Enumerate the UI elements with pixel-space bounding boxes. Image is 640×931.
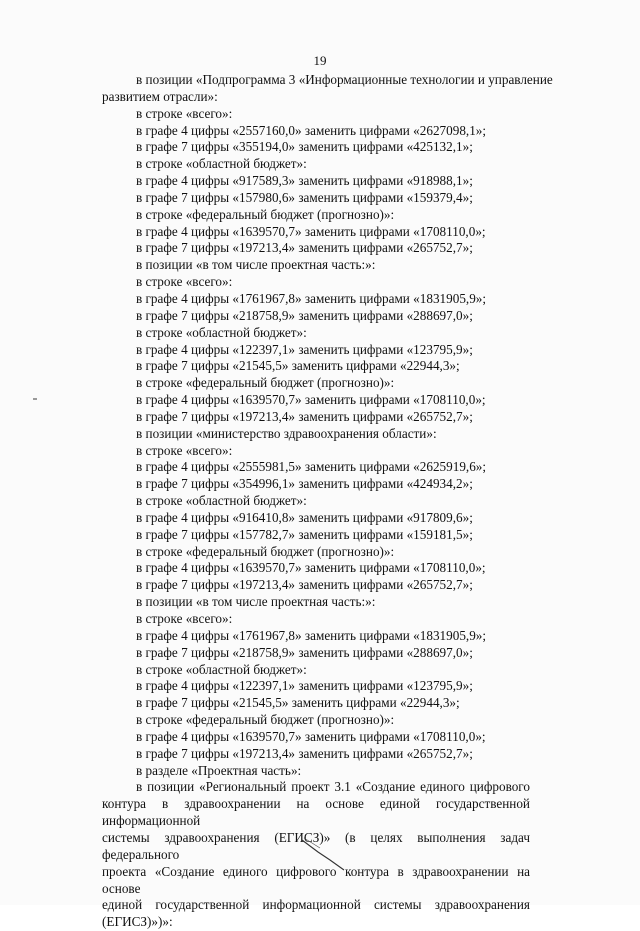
text-line: в графе 4 цифры «2555981,5» заменить цифрами «2625919,6»; bbox=[136, 459, 487, 475]
text-line: в графе 4 цифры «1639570,7» заменить цифрами «1708110,0»; bbox=[136, 560, 486, 576]
text-line: в строке «областной бюджет»: bbox=[136, 156, 307, 172]
text-line: в позиции «Региональный проект 3.1 «Создание единого цифрового bbox=[136, 779, 530, 795]
text-line: в графе 7 цифры «218758,9» заменить цифрами «288697,0»; bbox=[136, 307, 473, 323]
text-line: в графе 4 цифры «1639570,7» заменить цифрами «1708110,0»; bbox=[136, 728, 486, 744]
text-line: в строке «всего»: bbox=[136, 274, 233, 290]
text-line: в строке «всего»: bbox=[136, 105, 233, 121]
text-line: в графе 4 цифры «122397,1» заменить цифрами «123795,9»; bbox=[136, 678, 473, 694]
text-line: в графе 7 цифры «197213,4» заменить цифрами «265752,7»; bbox=[136, 408, 473, 424]
text-line: в позиции «министерство здравоохранения области»: bbox=[136, 425, 437, 441]
text-line: в строке «областной бюджет»: bbox=[136, 661, 307, 677]
text-line: в графе 7 цифры «197213,4» заменить цифрами «265752,7»; bbox=[136, 240, 473, 256]
text-line: в графе 4 цифры «917589,3» заменить цифрами «918988,1»; bbox=[136, 173, 473, 189]
text-line: в графе 7 цифры «157980,6» заменить цифрами «159379,4»; bbox=[136, 189, 473, 205]
text-line: развитием отрасли»: bbox=[102, 88, 218, 104]
page-number: 19 bbox=[313, 53, 327, 68]
text-line: в позиции «Подпрограмма 3 «Информационные технологии и управление bbox=[136, 72, 553, 87]
text-line: в графе 4 цифры «2557160,0» заменить цифрами «2627098,1»; bbox=[136, 122, 487, 138]
text-line: в разделе «Проектная часть»: bbox=[136, 762, 302, 778]
text-line: в строке «федеральный бюджет (прогнозно)»: bbox=[136, 206, 395, 222]
text-line: в графе 7 цифры «21545,5» заменить цифрами «22944,3»; bbox=[136, 358, 460, 374]
text-line: единой государственной информационной системы здравоохранения (ЕГИСЗ)»)»: bbox=[102, 897, 530, 930]
text-line: в графе 7 цифры «157782,7» заменить цифрами «159181,5»; bbox=[136, 526, 473, 542]
pen-stroke bbox=[300, 836, 348, 872]
text-line: в графе 7 цифры «218758,9» заменить цифрами «288697,0»; bbox=[136, 644, 473, 660]
text-line: в графе 7 цифры «197213,4» заменить цифрами «265752,7»; bbox=[136, 745, 473, 761]
text-line: в строке «всего»: bbox=[136, 442, 233, 458]
text-line: в графе 7 цифры «355194,0» заменить цифрами «425132,1»; bbox=[136, 139, 473, 155]
text-line: в позиции «в том числе проектная часть:»: bbox=[136, 594, 376, 610]
text-line: в графе 4 цифры «916410,8» заменить цифрами «917809,6»; bbox=[136, 509, 473, 525]
text-line: в строке «федеральный бюджет (прогнозно)»: bbox=[136, 375, 395, 391]
text-line: в графе 7 цифры «354996,1» заменить цифрами «424934,2»; bbox=[136, 476, 473, 492]
text-line: в строке «областной бюджет»: bbox=[136, 324, 307, 340]
text-line: системы здравоохранения (ЕГИСЗ)» (в целях выполнения задач федерального bbox=[102, 829, 530, 862]
text-line: в графе 4 цифры «1639570,7» заменить цифрами «1708110,0»; bbox=[136, 392, 486, 408]
text-line: в строке «федеральный бюджет (прогнозно)»: bbox=[136, 712, 395, 728]
margin-mark bbox=[33, 398, 37, 400]
text-line: в строке «федеральный бюджет (прогнозно)»: bbox=[136, 543, 395, 559]
text-line: в графе 4 цифры «122397,1» заменить цифрами «123795,9»; bbox=[136, 341, 473, 357]
text-line: контура в здравоохранении на основе единой государственной информационной bbox=[102, 796, 530, 829]
text-line: проекта «Создание единого цифрового контура в здравоохранении на основе bbox=[102, 863, 530, 896]
text-line: в графе 7 цифры «197213,4» заменить цифрами «265752,7»; bbox=[136, 577, 473, 593]
document-body bbox=[102, 72, 553, 931]
text-line: в графе 4 цифры «1639570,7» заменить цифрами «1708110,0»; bbox=[136, 223, 486, 239]
text-line: в графе 4 цифры «1761967,8» заменить цифрами «1831905,9»; bbox=[136, 627, 487, 643]
text-line: в графе 4 цифры «1761967,8» заменить цифрами «1831905,9»; bbox=[136, 290, 487, 306]
text-line: в графе 7 цифры «21545,5» заменить цифрами «22944,3»; bbox=[136, 695, 460, 711]
text-line: в строке «всего»: bbox=[136, 611, 233, 626]
text-line: в строке «областной бюджет»: bbox=[136, 493, 307, 509]
text-line: в позиции «в том числе проектная часть:»: bbox=[136, 257, 376, 273]
